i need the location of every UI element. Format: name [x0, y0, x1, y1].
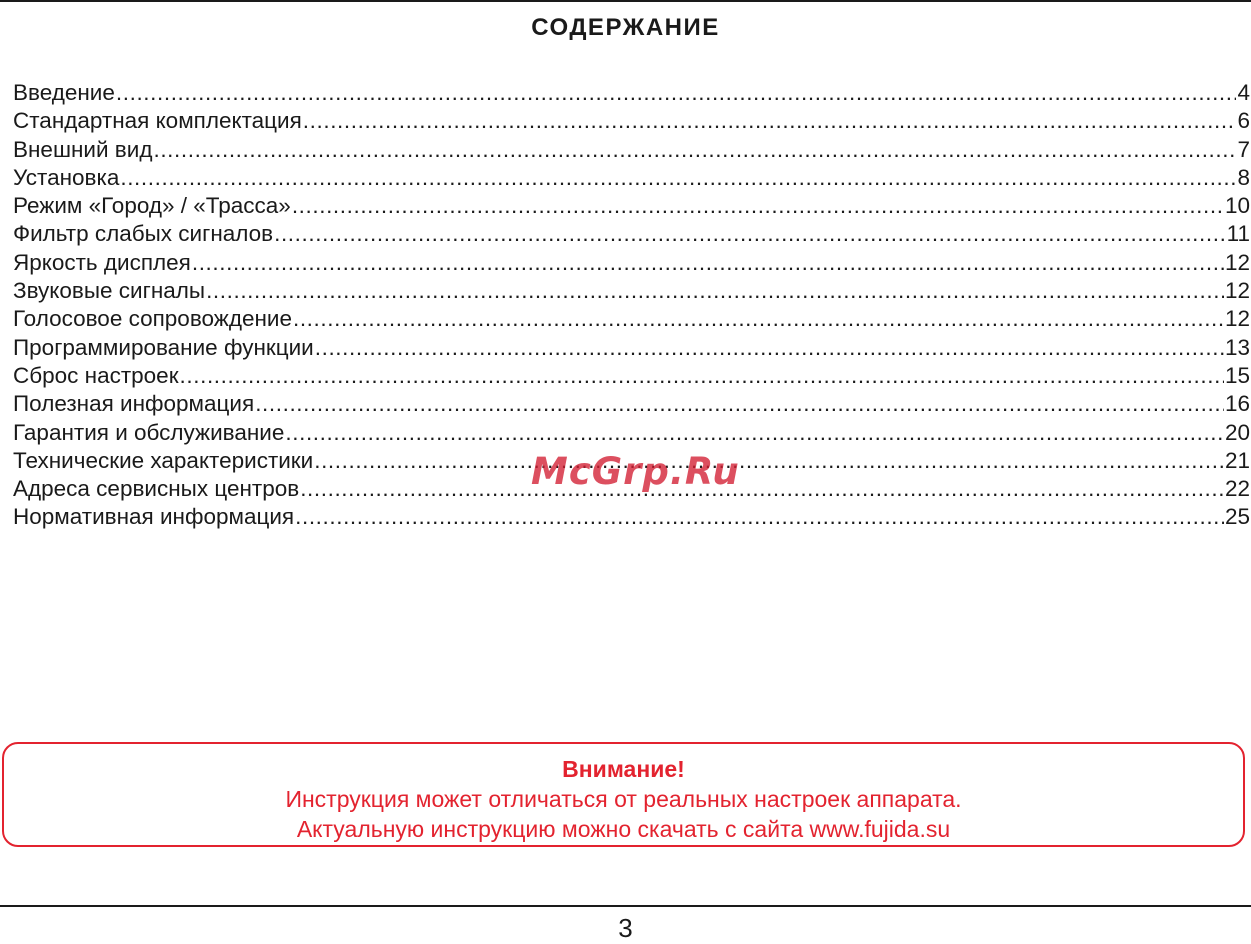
bottom-divider: [0, 905, 1251, 907]
toc-entry-page: 8: [1237, 164, 1250, 190]
toc-entry[interactable]: [13, 277, 1250, 305]
toc-entry-label: Звуковые сигналы: [13, 278, 206, 304]
toc-entry-label: Сброс настроек: [13, 362, 179, 388]
toc-entry[interactable]: [13, 390, 1250, 418]
toc-entry[interactable]: [13, 107, 1250, 135]
toc-leader-dots: [153, 136, 1236, 164]
toc-entry-label: Технические характеристики: [13, 447, 314, 473]
toc-entry-label: Голосовое сопровождение: [13, 306, 292, 332]
toc-entry-label: Нормативная информация: [13, 504, 295, 530]
toc-entry-page: 6: [1237, 108, 1250, 134]
toc-entry-label: Гарантия и обслуживание: [13, 419, 285, 445]
toc-leader-dots: [192, 249, 1224, 277]
toc-entry[interactable]: [13, 79, 1250, 107]
toc-entry-page: 22: [1224, 476, 1250, 502]
toc-leader-dots: [314, 447, 1224, 475]
toc-leader-dots: [180, 362, 1224, 390]
notice-line-2: Актуальную инструкцию можно скачать с сайта www.fujida.su: [296, 816, 951, 842]
toc-entry-label: Стандартная комплектация: [13, 108, 302, 134]
toc-entry-page: 10: [1224, 193, 1250, 219]
toc-entry[interactable]: [13, 503, 1250, 531]
toc-entry-label: Полезная информация: [13, 391, 255, 417]
toc-leader-dots: [315, 334, 1224, 362]
watermark-text: McGrp.Ru: [531, 450, 740, 493]
toc-leader-dots: [293, 305, 1224, 333]
toc-entry[interactable]: [13, 419, 1250, 447]
toc-entry-label: Внешний вид: [13, 136, 153, 162]
toc-entry[interactable]: [13, 249, 1250, 277]
toc-entry-page: 12: [1224, 306, 1250, 332]
toc-leader-dots: [285, 419, 1224, 447]
top-divider: [0, 0, 1251, 2]
toc-entry[interactable]: [13, 192, 1250, 220]
toc-entry-page: 25: [1224, 504, 1250, 530]
toc-entry[interactable]: [13, 334, 1250, 362]
toc-entry-page: 20: [1224, 419, 1250, 445]
toc-leader-dots: [274, 220, 1226, 248]
toc-entry-page: 15: [1224, 362, 1250, 388]
toc-entry-page: 12: [1224, 278, 1250, 304]
toc-entry-label: Адреса сервисных центров: [13, 476, 300, 502]
notice-title: Внимание!: [562, 756, 685, 782]
toc-entry[interactable]: [13, 164, 1250, 192]
toc-entry-label: Яркость дисплея: [13, 249, 191, 275]
toc-entry-page: 4: [1237, 80, 1250, 105]
toc-leader-dots: [292, 192, 1224, 220]
warning-notice-box: [2, 742, 1245, 847]
notice-line-1: Инструкция может отличаться от реальных настроек аппарата.: [285, 786, 962, 812]
toc-entry-page: 12: [1224, 249, 1250, 275]
toc-leader-dots: [303, 107, 1237, 135]
toc-leader-dots: [120, 164, 1236, 192]
toc-entry-page: 21: [1224, 447, 1250, 473]
toc-leader-dots: [300, 475, 1224, 503]
toc-entry[interactable]: [13, 136, 1250, 164]
toc-entry[interactable]: [13, 305, 1250, 333]
toc-leader-dots: [295, 503, 1224, 531]
toc-leader-dots: [206, 277, 1224, 305]
toc-entry-label: Фильтр слабых сигналов: [13, 221, 274, 247]
toc-entry-page: 7: [1237, 136, 1250, 162]
toc-entry-label: Установка: [13, 164, 120, 190]
toc-entry-label: Режим «Город» / «Трасса»: [13, 193, 291, 219]
toc-entry-label: Программирование функции: [13, 334, 314, 360]
page-number: 3: [618, 913, 633, 943]
page-title: СОДЕРЖАНИЕ: [531, 14, 720, 41]
toc-entry-page: 13: [1224, 334, 1250, 360]
toc-leader-dots: [255, 390, 1224, 418]
toc-entry-label: Введение: [13, 80, 115, 105]
toc-leader-dots: [116, 79, 1237, 107]
toc-entry-page: 16: [1224, 391, 1250, 417]
toc-entry[interactable]: [13, 362, 1250, 390]
toc-entry[interactable]: [13, 220, 1250, 248]
toc-entry-page: 11: [1226, 221, 1250, 247]
